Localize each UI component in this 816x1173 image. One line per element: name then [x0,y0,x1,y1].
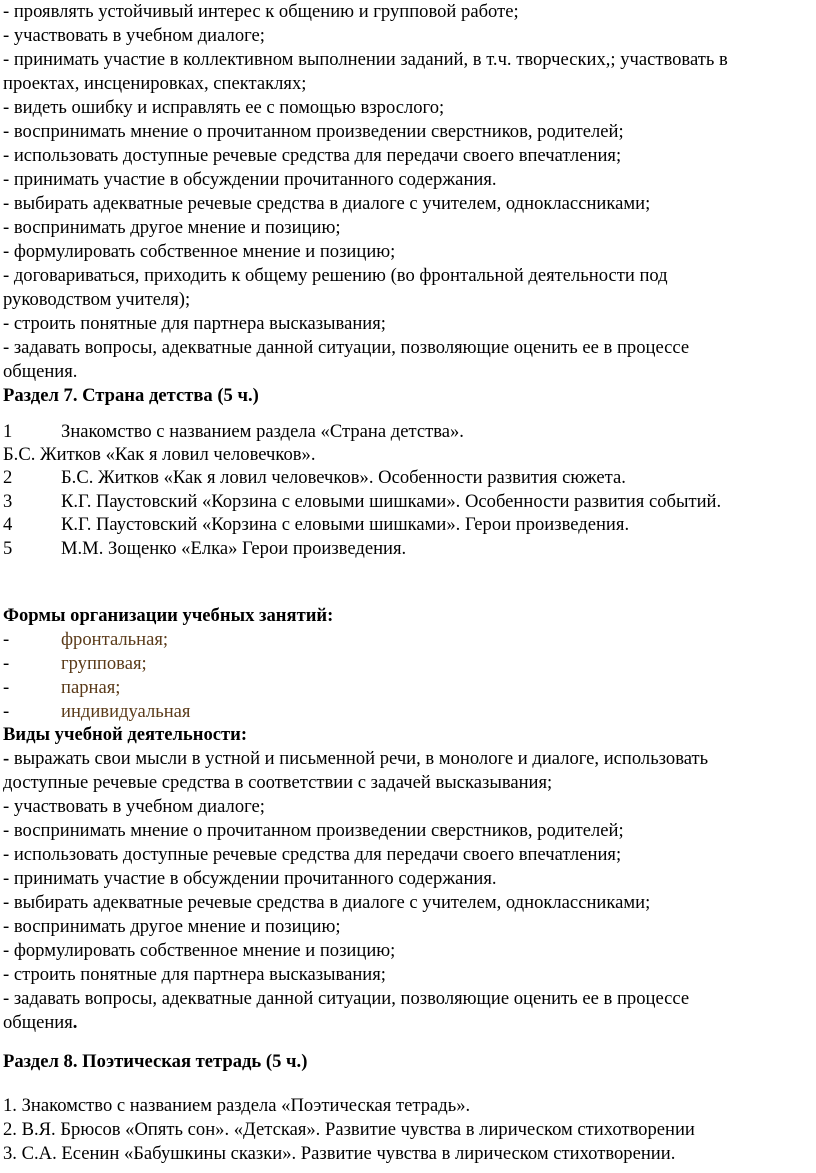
bullet-dash: - [3,629,10,650]
form-label: групповая; [61,653,147,674]
period-mark: . [72,1012,78,1033]
lesson-title: М.М. Зощенко «Елка» Герои произведения. [61,538,407,559]
lesson-title: К.Г. Паустовский «Корзина с еловыми шишками». Герои произведения. [61,514,630,535]
lesson-title: К.Г. Паустовский «Корзина с еловыми шишками». Особенности развития событий. [61,491,722,512]
list-item: - использовать доступные речевые средства для передачи своего впечатления; [3,145,622,166]
list-item: - воспринимать мнение о прочитанном произведении сверстников, родителей; [3,121,624,142]
lesson-number: 3 [3,491,13,512]
lesson-number: 4 [3,514,13,535]
lesson-row [3,443,316,466]
form-label: индивидуальная [61,701,191,722]
list-item [3,700,191,723]
lesson-row [3,420,464,443]
list-item: - воспринимать другое мнение и позицию; [3,217,341,238]
activity-text: выражать свои мысли в устной и письменной речи, в монологе и диалоге, использовать [9,748,709,769]
lesson-row [3,466,626,489]
section-8-heading: Раздел 8. Поэтическая тетрадь (5 ч.) [3,1051,308,1072]
form-label: фронтальная; [61,629,169,650]
list-item: - задавать вопросы, адекватные данной ситуации, позволяющие оценить ее в процессе [3,337,690,358]
activity-text: общения [3,1012,73,1033]
list-item: руководством учителя); [3,289,191,310]
lesson-title: Знакомство с названием раздела «Страна детства». [61,421,464,442]
list-item: - проявлять устойчивый интерес к общению и групповой работе; [3,1,519,22]
list-item: проектах, инсценировках, спектаклях; [3,73,307,94]
lesson-title: Б.С. Житков «Как я ловил человечков». [3,444,316,465]
list-item: - задавать вопросы, адекватные данной ситуации, позволяющие оценить ее в процессе [3,988,690,1009]
list-item: - использовать доступные речевые средства для передачи своего впечатления; [3,844,622,865]
list-item: - видеть ошибку и исправлять ее с помощью взрослого; [3,97,445,118]
bullet-dash: - [3,701,10,722]
bullet-dash: - [3,653,10,674]
list-item: доступные речевые средства в соответствии с задачей высказывания; [3,772,553,793]
section-7-heading: Раздел 7. Страна детства (5 ч.) [3,385,259,406]
list-item: общения. [3,361,78,382]
list-item: - формулировать собственное мнение и позицию; [3,241,396,262]
lesson-row: 2. В.Я. Брюсов «Опять сон». «Детская». Развитие чувства в лирическом стихотворении [3,1119,695,1140]
list-item: - договариваться, приходить к общему решению (во фронтальной деятельности под [3,265,668,286]
list-item [3,652,147,675]
activities-heading: Виды учебной деятельности: [3,724,248,745]
list-item: - воспринимать другое мнение и позицию; [3,916,341,937]
list-item [3,1011,77,1034]
bullet-dash: - [3,677,10,698]
lesson-row: 3. С.А. Есенин «Бабушкины сказки». Развитие чувства в лирическом стихотворении. [3,1143,676,1164]
list-item: - формулировать собственное мнение и позицию; [3,940,396,961]
lesson-number: 1 [3,421,13,442]
list-item: - строить понятные для партнера высказывания; [3,964,386,985]
lesson-row [3,513,629,536]
list-item: - принимать участие в обсуждении прочитанного содержания. [3,169,497,190]
list-item [3,628,168,651]
lesson-row [3,537,406,560]
form-label: парная; [61,677,121,698]
lesson-number: 5 [3,538,13,559]
lesson-title: Б.С. Житков «Как я ловил человечков». Особенности развития сюжета. [61,467,626,488]
lesson-row: 1. Знакомство с названием раздела «Поэтическая тетрадь». [3,1095,471,1116]
list-item: - воспринимать мнение о прочитанном произведении сверстников, родителей; [3,820,624,841]
list-item [3,676,120,699]
forms-heading: Формы организации учебных занятий: [3,605,334,626]
list-item: - выбирать адекватные речевые средства в диалоге с учителем, одноклассниками; [3,892,651,913]
list-item: - строить понятные для партнера высказывания; [3,313,386,334]
lesson-row [3,490,721,513]
list-item: - принимать участие в коллективном выполнении заданий, в т.ч. творческих,; участвовать в [3,49,728,70]
list-item: - участвовать в учебном диалоге; [3,796,265,817]
list-item: - принимать участие в обсуждении прочитанного содержания. [3,868,497,889]
list-item: - выбирать адекватные речевые средства в диалоге с учителем, одноклассниками; [3,193,651,214]
list-item [3,747,708,770]
list-item: - участвовать в учебном диалоге; [3,25,265,46]
lesson-number: 2 [3,467,13,488]
bullet-dash: - [3,748,10,769]
